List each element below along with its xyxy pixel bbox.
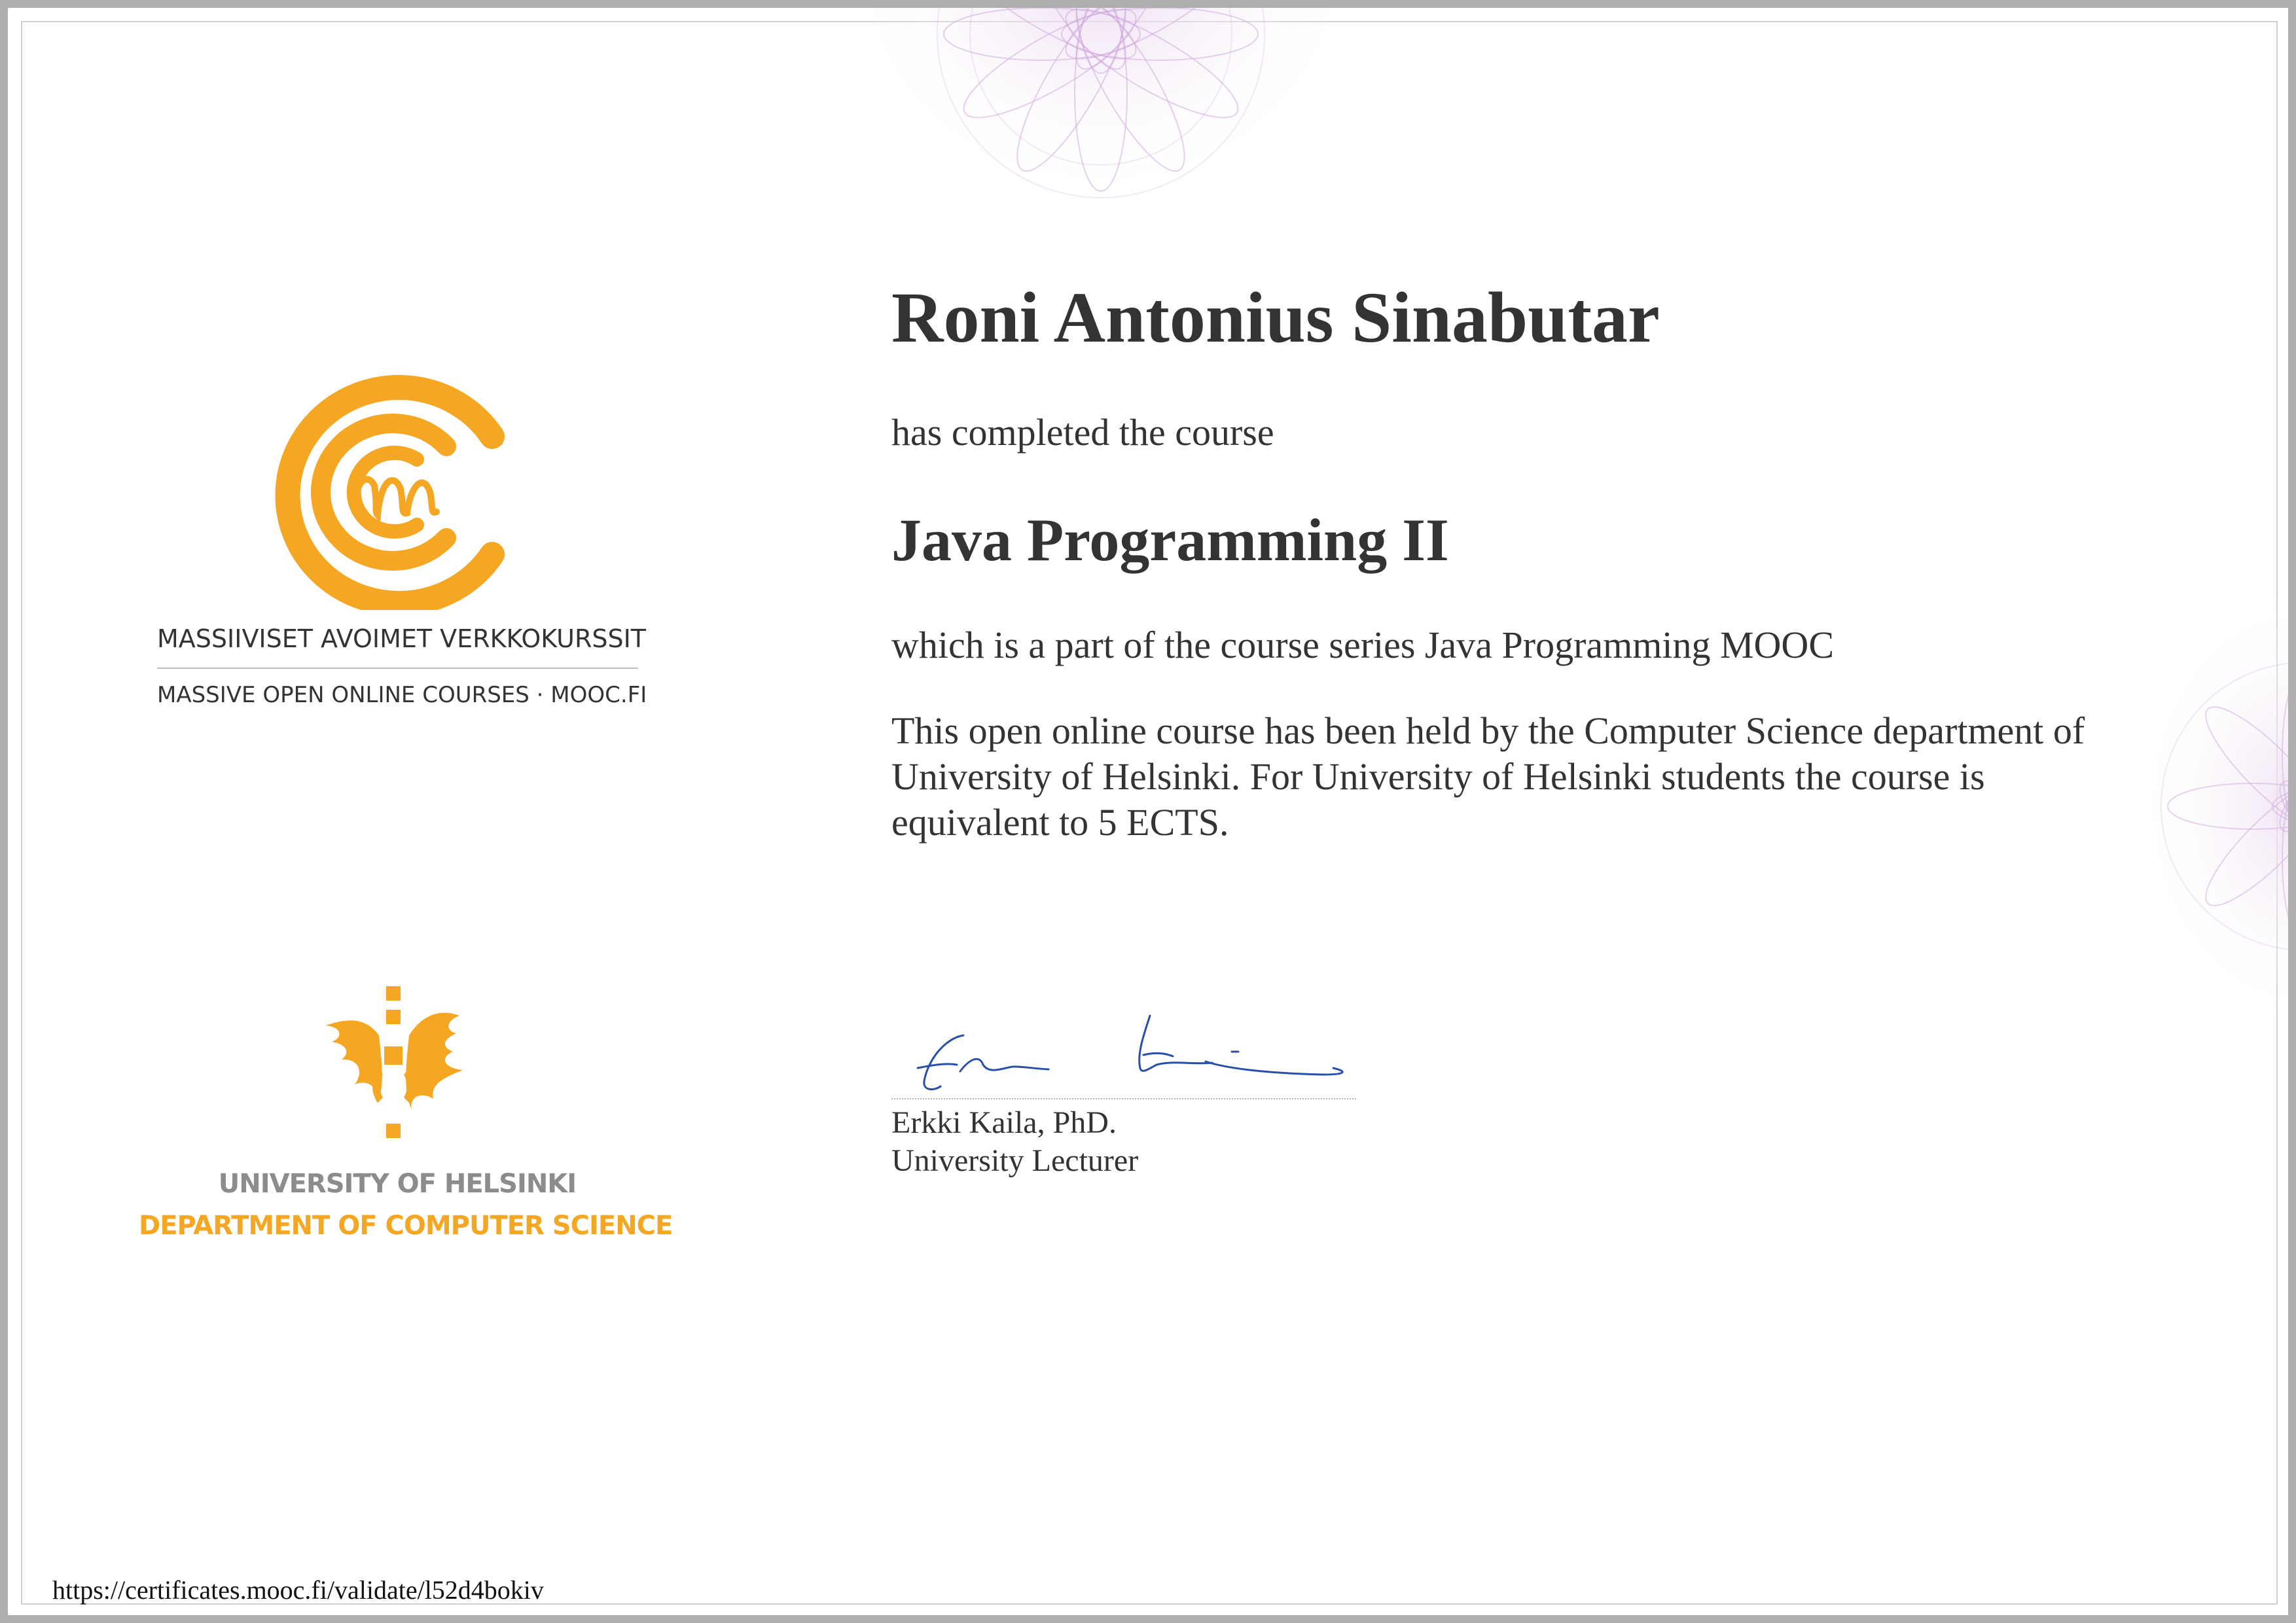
validation-url[interactable]: https://certificates.mooc.fi/validate/l52d4bokiv xyxy=(52,1575,544,1605)
handwritten-signature-icon xyxy=(898,1003,1356,1101)
signatory-name: Erkki Kaila, PhD. xyxy=(891,1105,1117,1140)
course-series-statement: which is a part of the course series Java Programming MOOC xyxy=(891,624,1835,666)
university-name: UNIVERSITY OF HELSINKI xyxy=(218,1169,577,1199)
department-name: DEPARTMENT OF COMPUTER SCIENCE xyxy=(139,1211,673,1241)
course-description: This open online course has been held by the Computer Science department of University of Helsinki. For University of Helsinki students the course is equivalent to 5 ECTS. xyxy=(891,709,2085,844)
course-title: Java Programming II xyxy=(891,507,1449,573)
helsinki-flame-logo-icon xyxy=(306,986,482,1140)
mooc-spiral-logo-icon xyxy=(270,374,525,610)
signatory-title: University Lecturer xyxy=(891,1143,1139,1178)
mooc-logo-english-text: MASSIVE OPEN ONLINE COURSES · MOOC.FI xyxy=(157,682,647,708)
signature-line xyxy=(891,1098,1356,1099)
mooc-logo-divider xyxy=(157,668,638,669)
recipient-name: Roni Antonius Sinabutar xyxy=(891,277,1660,357)
mooc-logo-finnish-text: MASSIIVISET AVOIMET VERKKOKURSSIT xyxy=(157,624,647,653)
completed-statement: has completed the course xyxy=(891,411,1274,454)
